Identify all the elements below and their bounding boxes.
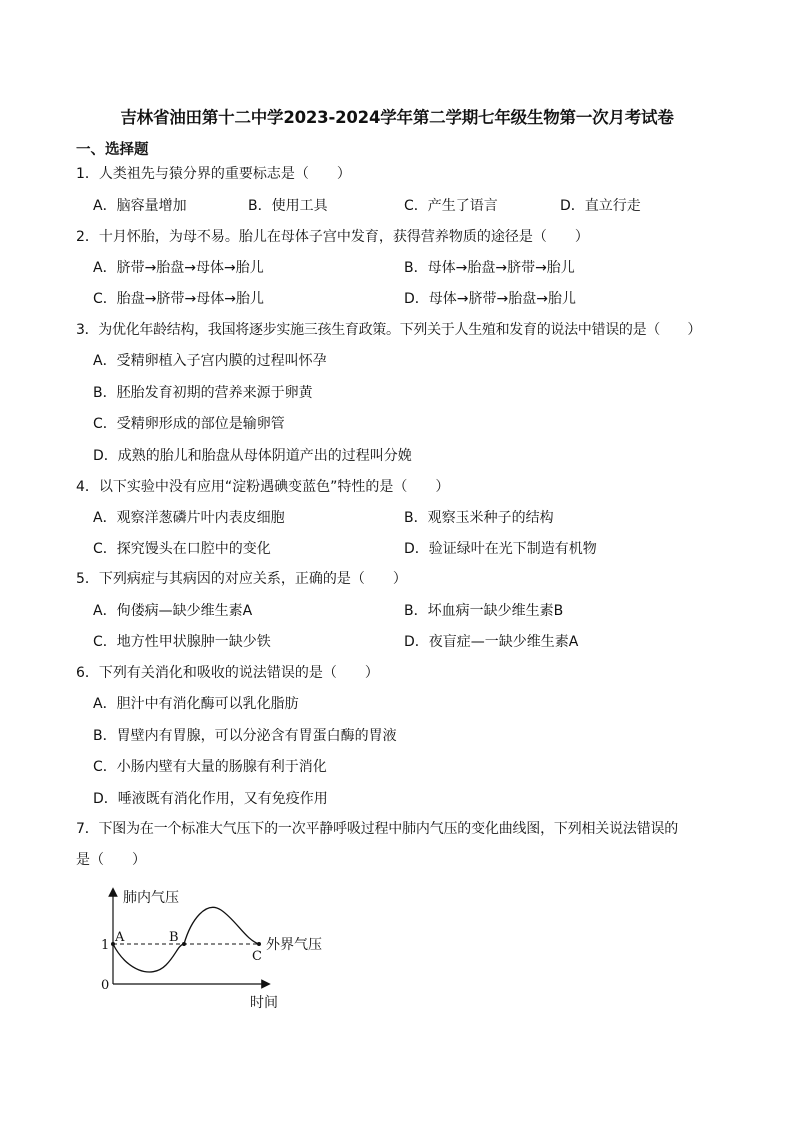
question-6-option-a: A．胆汁中有消化酶可以乳化脂肪 xyxy=(93,696,299,712)
question-7-stem: 7．下图为在一个标准大气压下的一次平静呼吸过程中肺内气压的变化曲线图，下列相关说法错误的 xyxy=(76,821,679,837)
question-4-option-b: B．观察玉米种子的结构 xyxy=(404,510,554,526)
point-a-label: A xyxy=(115,930,125,945)
question-1-stem: 1．人类祖先与猿分界的重要标志是（ ） xyxy=(76,166,351,182)
question-3-option-a: A．受精卵植入子宫内膜的过程叫怀孕 xyxy=(93,353,327,369)
lung-pressure-figure xyxy=(96,880,356,1015)
question-5-option-c: C．地方性甲状腺肿一缺少铁 xyxy=(93,634,271,650)
tick-label-1: 1 xyxy=(101,938,110,953)
question-6-option-d: D．唾液既有消化作用，又有免疫作用 xyxy=(93,791,328,807)
point-b-marker xyxy=(182,942,186,946)
question-5-option-b: B．坏血病一缺少维生素B xyxy=(404,603,564,619)
question-5-option-a: A．佝偻病—缺少维生素A xyxy=(93,603,253,619)
y-axis-label: 肺内气压 xyxy=(123,890,179,906)
section-heading: 一、选择题 xyxy=(76,142,149,158)
pressure-curve xyxy=(113,907,259,972)
question-6-option-c: C．小肠内壁有大量的肠腺有利于消化 xyxy=(93,759,327,775)
tick-label-0: 0 xyxy=(101,978,110,993)
point-c-marker xyxy=(257,942,261,946)
question-5-stem: 5．下列病症与其病因的对应关系，正确的是（ ） xyxy=(76,571,407,587)
question-3-option-d: D．成熟的胎儿和胎盘从母体阴道产出的过程叫分娩 xyxy=(93,448,412,464)
question-4-option-d: D．验证绿叶在光下制造有机物 xyxy=(404,541,597,557)
question-1-option-b: B．使用工具 xyxy=(248,198,328,214)
question-2-option-b: B．母体→胎盘→脐带→胎儿 xyxy=(404,260,575,276)
page-title: 吉林省油田第十二中学2023-2024学年第二学期七年级生物第一次月考试卷 xyxy=(120,108,674,127)
question-5-option-d: D．夜盲症—一缺少维生素A xyxy=(404,634,579,650)
question-3-option-b: B．胚胎发育初期的营养来源于卵黄 xyxy=(93,385,313,401)
question-1-option-c: C．产生了语言 xyxy=(404,198,498,214)
question-1-option-d: D．直立行走 xyxy=(560,198,641,214)
question-3-option-c: C．受精卵形成的部位是输卵管 xyxy=(93,416,285,432)
external-pressure-label: 外界气压 xyxy=(266,937,322,953)
question-6-option-b: B．胃壁内有胃腺，可以分泌含有胃蛋白酶的胃液 xyxy=(93,728,397,744)
question-4-option-a: A．观察洋葱磷片叶内表皮细胞 xyxy=(93,510,285,526)
question-6-stem: 6．下列有关消化和吸收的说法错误的是（ ） xyxy=(76,665,379,681)
x-axis-label: 时间 xyxy=(250,995,278,1011)
question-1-option-a: A．脑容量增加 xyxy=(93,198,187,214)
point-b-label: B xyxy=(169,930,179,945)
point-c-label: C xyxy=(252,949,262,964)
question-7-stem-continued: 是（ ） xyxy=(76,852,146,868)
question-2-option-a: A．脐带→胎盘→母体→胎儿 xyxy=(93,260,264,276)
question-2-stem: 2．十月怀胎，为母不易。胎儿在母体子宫中发育，获得营养物质的途径是（ ） xyxy=(76,229,589,245)
question-4-stem: 4．以下实验中没有应用“淀粉遇碘变蓝色”特性的是（ ） xyxy=(76,479,450,495)
question-3-stem: 3．为优化年龄结构，我国将逐步实施三孩生育政策。下列关于人生殖和发育的说法中错误的是（ ） xyxy=(76,322,702,338)
question-4-option-c: C．探究馒头在口腔中的变化 xyxy=(93,541,271,557)
question-2-option-c: C．胎盘→脐带→母体→胎儿 xyxy=(93,291,264,307)
question-2-option-d: D．母体→脐带→胎盘→胎儿 xyxy=(404,291,576,307)
